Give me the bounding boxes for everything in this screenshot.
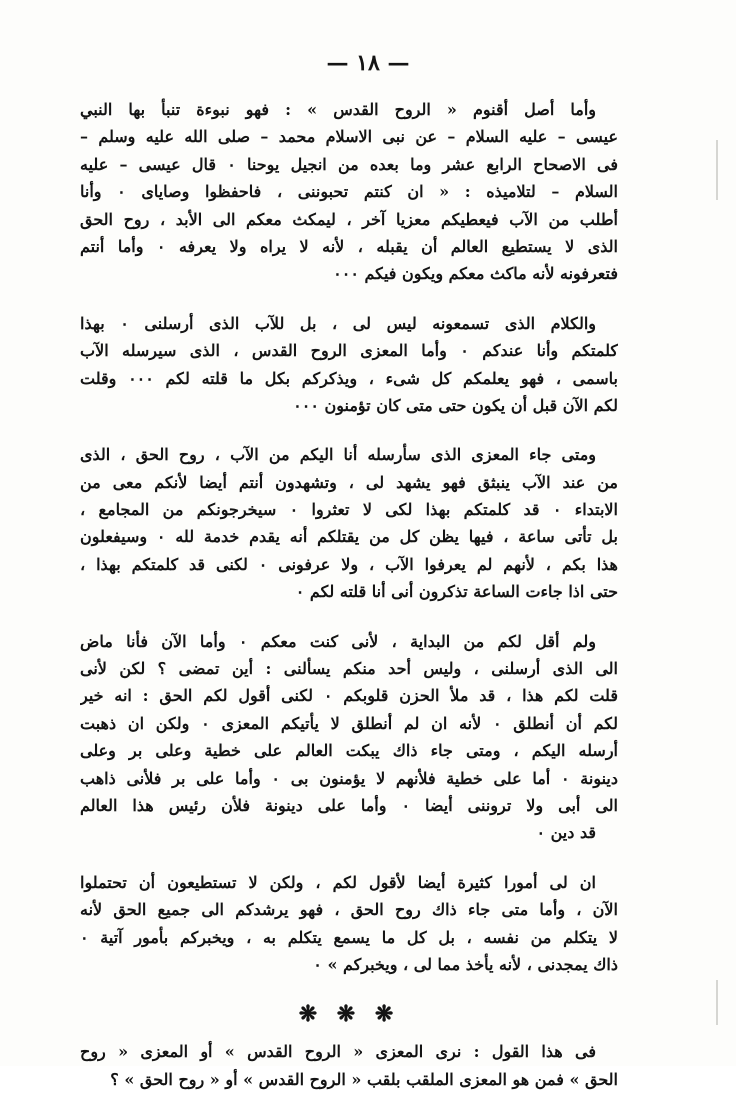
- paragraph-4: [80, 628, 618, 847]
- text-line: وأما أصل أقنوم « الروح القدس » : فهو نبوءة تنبأ بها النبي: [80, 100, 596, 119]
- text-line: فى هذا القول : نرى المعزى « الروح القدس » أو المعزى « روح: [80, 1042, 596, 1062]
- section-separator: ❋ ❋ ❋: [298, 1001, 400, 1028]
- scan-margin-mark: [716, 980, 718, 1025]
- text-line: لكم أن أنطلق ٠ لأنه ان لم أنطلق لا يأتيكم المعزى ٠ ولكن ان ذهبت: [80, 713, 618, 733]
- text-line: كلمتكم وأنا عندكم ٠ وأما المعزى الروح القدس ، الذى سيرسله الآب: [80, 341, 618, 361]
- text-line: ومتى جاء المعزى الذى سأرسله أنا اليكم من الآب ، روح الحق ، الذى: [80, 445, 596, 465]
- page-number: — ١٨ —: [326, 50, 410, 76]
- text-line: حتى اذا جاءت الساعة تذكرون أنى أنا قلته لكم ٠: [295, 582, 618, 602]
- paragraph-2: [80, 310, 618, 420]
- text-line: والكلام الذى تسمعونه ليس لى ، بل للآب الذى أرسلنى ٠ بهذا: [80, 313, 596, 333]
- text-line: هذا بكم ، لأنهم لم يعرفوا الآب ، ولا عرفونى ٠ لكنى قد كلمتكم بهذا ،: [80, 554, 618, 574]
- text-line: باسمى ، فهو يعلمكم كل شىء ، ويذكركم بكل ما قلته لكم ٠٠٠ وقلت: [80, 368, 618, 388]
- text-line: عيسى – عليه السلام – عن نبى الاسلام محمد – صلى الله عليه وسلم –: [80, 127, 618, 147]
- text-line: لكم الآن قبل أن يكون حتى متى كان تؤمنون ٠٠٠: [293, 395, 618, 415]
- text-line: قد دين ٠: [536, 823, 596, 843]
- text-line: دينونة ٠ أما على خطية فلأنهم لا يؤمنون بى ٠ وأما على بر فلأنى ذاهب: [80, 768, 618, 788]
- text-line: ولم أقل لكم من البداية ، لأنى كنت معكم ٠ وأما الآن فأنا ماض: [80, 631, 597, 651]
- text-line: أطلب من الآب فيعطيكم معزيا آخر ، ليمكث معكم الى الأبد ، روح الحق: [80, 209, 618, 229]
- text-line: ذاك يمجدنى ، لأنه يأخذ مما لى ، ويخبركم » ٠: [313, 954, 618, 974]
- text-line: ان لى أمورا كثيرة أيضا لأقول لكم ، ولكن لا تستطيعون أن تحتملوا: [80, 872, 596, 892]
- text-line: من عند الآب ينبثق فهو يشهد لى ، وتشهدون أنتم أيضا لأنكم معى من: [80, 472, 618, 492]
- text-line: الى أبى ولا تروننى أيضا ٠ وأما على دينونة فلأن رئيس هذا العالم: [80, 795, 618, 815]
- text-line: قلت لكم هذا ، قد ملأ الحزن قلوبكم ٠ لكنى أقول لكم الحق : انه خير: [80, 686, 618, 706]
- text-line: بل تأتى ساعة ، فيها يظن كل من يقتلكم أنه يقدم خدمة لله ٠ وسيفعلون: [80, 527, 618, 547]
- text-line: الحق » فمن هو المعزى الملقب بلقب « الروح القدس » أو « روح الحق » ؟: [110, 1069, 618, 1089]
- text-line: أرسله اليكم ، ومتى جاء ذاك يبكت العالم على خطية وعلى بر وعلى: [80, 741, 618, 761]
- text-line: فى الاصحاح الرابع عشر وما بعده من انجيل يوحنا ٠ قال عيسى – عليه: [80, 154, 618, 174]
- body-text: [80, 96, 618, 1115]
- text-line: الى الذى أرسلنى ، وليس أحد منكم يسألنى : أين تمضى ؟ لكن لأنى: [80, 659, 618, 679]
- scan-margin-mark: [716, 140, 718, 200]
- text-line: السلام – لتلاميذه : « ان كنتم تحبوننى ، فاحفظوا وصاياى ٠ وأنا: [80, 182, 618, 202]
- paragraph-1: [80, 96, 618, 288]
- text-line: الابتداء ٠ قد كلمتكم بهذا لكى لا تعثروا ٠ سيخرجونكم من المجامع ،: [80, 500, 618, 520]
- text-line: لا يتكلم من نفسه ، بل كل ما يسمع يتكلم به ، ويخبركم بأمور آتية ٠: [80, 927, 618, 947]
- text-line: الآن ، وأما متى جاء ذاك روح الحق ، فهو يرشدكم الى جميع الحق لأنه: [80, 900, 618, 920]
- paragraph-3: [80, 441, 618, 605]
- text-line: فتعرفونه لأنه ماكث معكم ويكون فيكم ٠٠٠: [333, 264, 618, 284]
- paragraph-5: [80, 869, 618, 979]
- text-line: الذى لا يستطيع العالم أن يقبله ، لأنه لا يراه ولا يعرفه ٠ وأما أنتم: [80, 236, 618, 256]
